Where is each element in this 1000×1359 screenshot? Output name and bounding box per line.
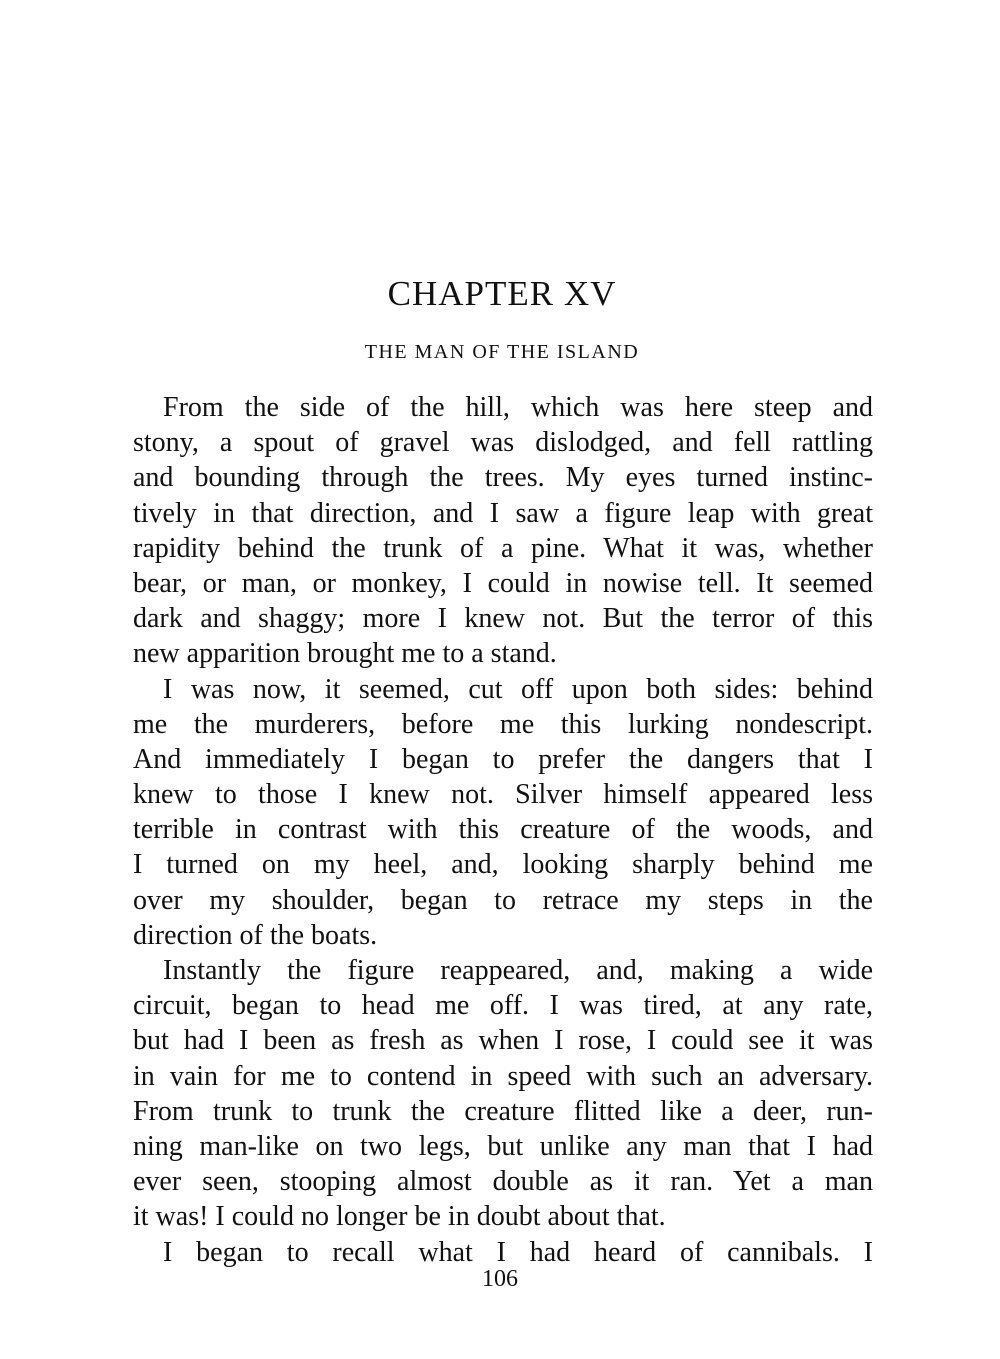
chapter-title: CHAPTER XV bbox=[387, 274, 617, 313]
text-line: I was now, it seemed, cut off upon both sides: behind bbox=[163, 673, 873, 705]
text-line: circuit, began to head me off. I was tired, at any rate, bbox=[133, 990, 873, 1022]
text-line: And immediately I began to prefer the dangers that I bbox=[133, 743, 873, 775]
text-line: knew to those I knew not. Silver himself appeared less bbox=[133, 779, 873, 811]
text-line: ever seen, stooping almost double as it ran. Yet a man bbox=[133, 1166, 873, 1198]
text-line: direction of the boats. bbox=[133, 919, 378, 951]
page-number: 106 bbox=[482, 1266, 518, 1292]
chapter-subtitle: THE MAN OF THE ISLAND bbox=[364, 341, 640, 363]
text-line: stony, a spout of gravel was dislodged, and fell rattling bbox=[133, 427, 873, 459]
text-line: I turned on my heel, and, looking sharply behind me bbox=[133, 849, 873, 881]
paragraph bbox=[133, 672, 873, 954]
text-line: me the murderers, before me this lurking nondescript. bbox=[133, 708, 873, 740]
chapter-body bbox=[133, 390, 873, 1270]
text-line: new apparition brought me to a stand. bbox=[133, 638, 557, 670]
text-line: dark and shaggy; more I knew not. But the terror of this bbox=[133, 603, 873, 635]
text-line: rapidity behind the trunk of a pine. What it was, whether bbox=[133, 532, 873, 564]
text-line: bear, or man, or monkey, I could in nowise tell. It seemed bbox=[133, 567, 873, 599]
text-line: but had I been as fresh as when I rose, I could see it was bbox=[133, 1025, 873, 1057]
text-line: it was! I could no longer be in doubt about that. bbox=[133, 1201, 666, 1233]
paragraph bbox=[133, 953, 873, 1235]
paragraph bbox=[133, 390, 873, 672]
text-line: From trunk to trunk the creature flitted like a deer, run- bbox=[133, 1095, 873, 1127]
text-line: ning man-like on two legs, but unlike any man that I had bbox=[133, 1130, 873, 1162]
text-line: I began to recall what I had heard of cannibals. I bbox=[163, 1236, 873, 1268]
text-line: tively in that direction, and I saw a figure leap with great bbox=[133, 497, 873, 529]
text-line: From the side of the hill, which was here steep and bbox=[163, 392, 873, 423]
text-line: over my shoulder, began to retrace my steps in the bbox=[133, 884, 873, 916]
text-line: and bounding through the trees. My eyes turned instinc- bbox=[133, 462, 873, 494]
text-line: in vain for me to contend in speed with such an adversary. bbox=[133, 1060, 873, 1092]
text-line: Instantly the figure reappeared, and, making a wide bbox=[163, 955, 873, 986]
text-line: terrible in contrast with this creature of the woods, and bbox=[133, 814, 873, 846]
